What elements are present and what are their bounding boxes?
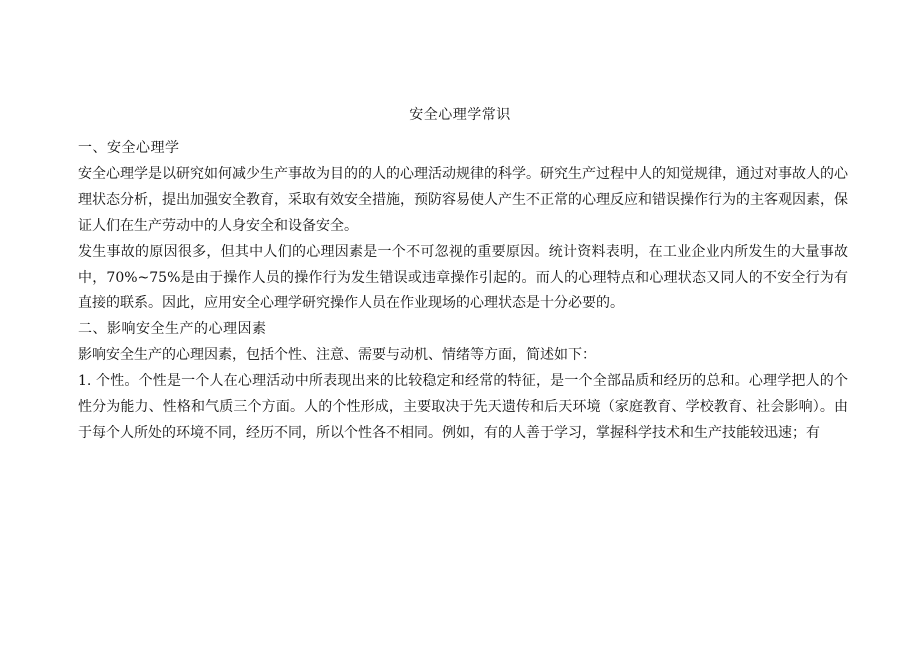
paragraph-2: 发生事故的原因很多，但其中人们的心理因素是一个不可忽视的重要原因。统计资料表明，在工业企业内所发生的大量事故中，70%~75%是由于操作人员的操作行为发生错误或违章操作引起的。而人的心理特点和心理状态又同人的不安全行为有直接的联系。因此，应用安全心理学研究操作人员在作业现场的心理状态是十分必要的。 (78, 243, 848, 312)
paragraph-1: 安全心理学是以研究如何减少生产事故为目的的人的心理活动规律的科学。研究生产过程中人的知觉规律，通过对事故人的心理状态分析，提出加强安全教育，采取有效安全措施，预防容易使人产生不正常的心理反应和错误操作行为的主客观因素，保证人们在生产劳动中的人身安全和设备安全。 (78, 165, 848, 234)
section-heading-1: 一、安全心理学 (78, 140, 180, 156)
section-heading-2: 二、影响安全生产的心理因素 (78, 321, 267, 338)
document-body (78, 136, 848, 447)
paragraph-3: 影响安全生产的心理因素，包括个性、注意、需要与动机、情绪等方面，简述如下： (78, 347, 596, 364)
document-title: 安全心理学常识 (409, 107, 511, 123)
paragraph-4: 1. 个性。个性是一个人在心理活动中所表现出来的比较稳定和经常的特征，是一个全部品质和经历的总和。心理学把人的个性分为能力、性格和气质三个方面。人的个性形成，主要取决于先天遗传和后天环境（家庭教育、学校教育、社会影响）。由于每个人所处的环境不同，经历不同，所以个性各不相同。例如，有的人善于学习，掌握科学技术和生产技能较迅速；有 (78, 373, 848, 441)
